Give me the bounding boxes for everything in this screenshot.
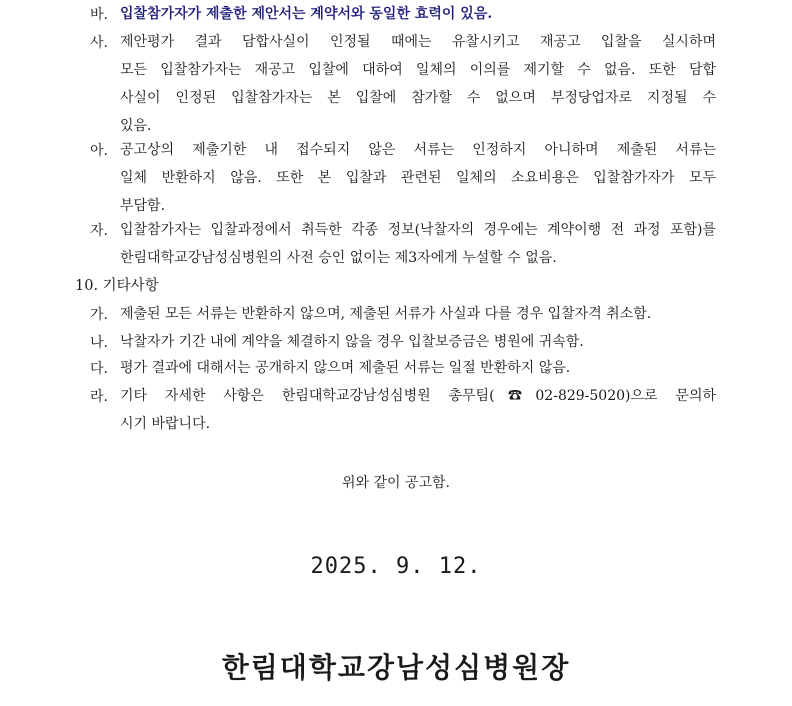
clause-line: 시기 바랍니다.: [120, 416, 211, 432]
clause-line: 입찰참가자는 입찰과정에서 취득한 각종 정보(낙찰자의 경우에는 계약이행 전 과정 포함)를: [120, 222, 716, 238]
clause-line: 사실이 인정된 입찰참가자는 본 입찰에 참가할 수 없으며 부정당업자로 지정될 수: [120, 90, 716, 106]
clause-marker: 다.: [90, 361, 108, 377]
notice-date: 2025. 9. 12.: [310, 554, 482, 579]
clause-marker: 사.: [90, 35, 108, 51]
section-10-title: 10. 기타사항: [75, 278, 159, 294]
clause-marker: 나.: [90, 335, 108, 351]
clause-line: 평가 결과에 대해서는 공개하지 않으며 제출된 서류는 일절 반환하지 않음.: [120, 360, 571, 376]
clause-marker: 아.: [90, 143, 108, 159]
notice-text: 위와 같이 공고함.: [341, 475, 451, 491]
clause-line: 한림대학교강남성심병원의 사전 승인 없이는 제3자에게 누설할 수 없음.: [120, 250, 557, 266]
clause-line: 공고상의 제출기한 내 접수되지 않은 서류는 인정하지 아니하며 제출된 서류는: [120, 142, 716, 158]
clause-line: 기타 자세한 사항은 한림대학교강남성심병원 총무팀(☎02-829-5020)으로 문의하: [120, 388, 716, 404]
clause-line: 제안평가 결과 담합사실이 인정될 때에는 유찰시키고 재공고 입찰을 실시하며: [120, 34, 716, 50]
clause-marker: 바.: [90, 7, 108, 23]
clause-marker: 가.: [90, 307, 108, 323]
clause-marker: 자.: [90, 223, 108, 239]
clause-line: 입찰참가자가 제출한 제안서는 계약서와 동일한 효력이 있음.: [120, 6, 493, 22]
clause-marker: 라.: [90, 389, 108, 405]
clause-line: 모든 입찰참가자는 재공고 입찰에 대하여 일체의 이의를 제기할 수 없음. 또한 담합: [120, 62, 716, 78]
signer-title: 한림대학교강남성심병원장: [221, 651, 571, 684]
clause-line: 일체 반환하지 않음. 또한 본 입찰과 관련된 일체의 소요비용은 입찰참가자가 모두: [120, 170, 716, 186]
clause-line: 부담함.: [120, 198, 166, 214]
clause-line: 있음.: [120, 118, 152, 134]
clause-line: 제출된 모든 서류는 반환하지 않으며, 제출된 서류가 사실과 다를 경우 입찰자격 취소함.: [120, 306, 652, 322]
clause-line: 낙찰자가 기간 내에 계약을 체결하지 않을 경우 입찰보증금은 병원에 귀속함.: [120, 334, 584, 350]
